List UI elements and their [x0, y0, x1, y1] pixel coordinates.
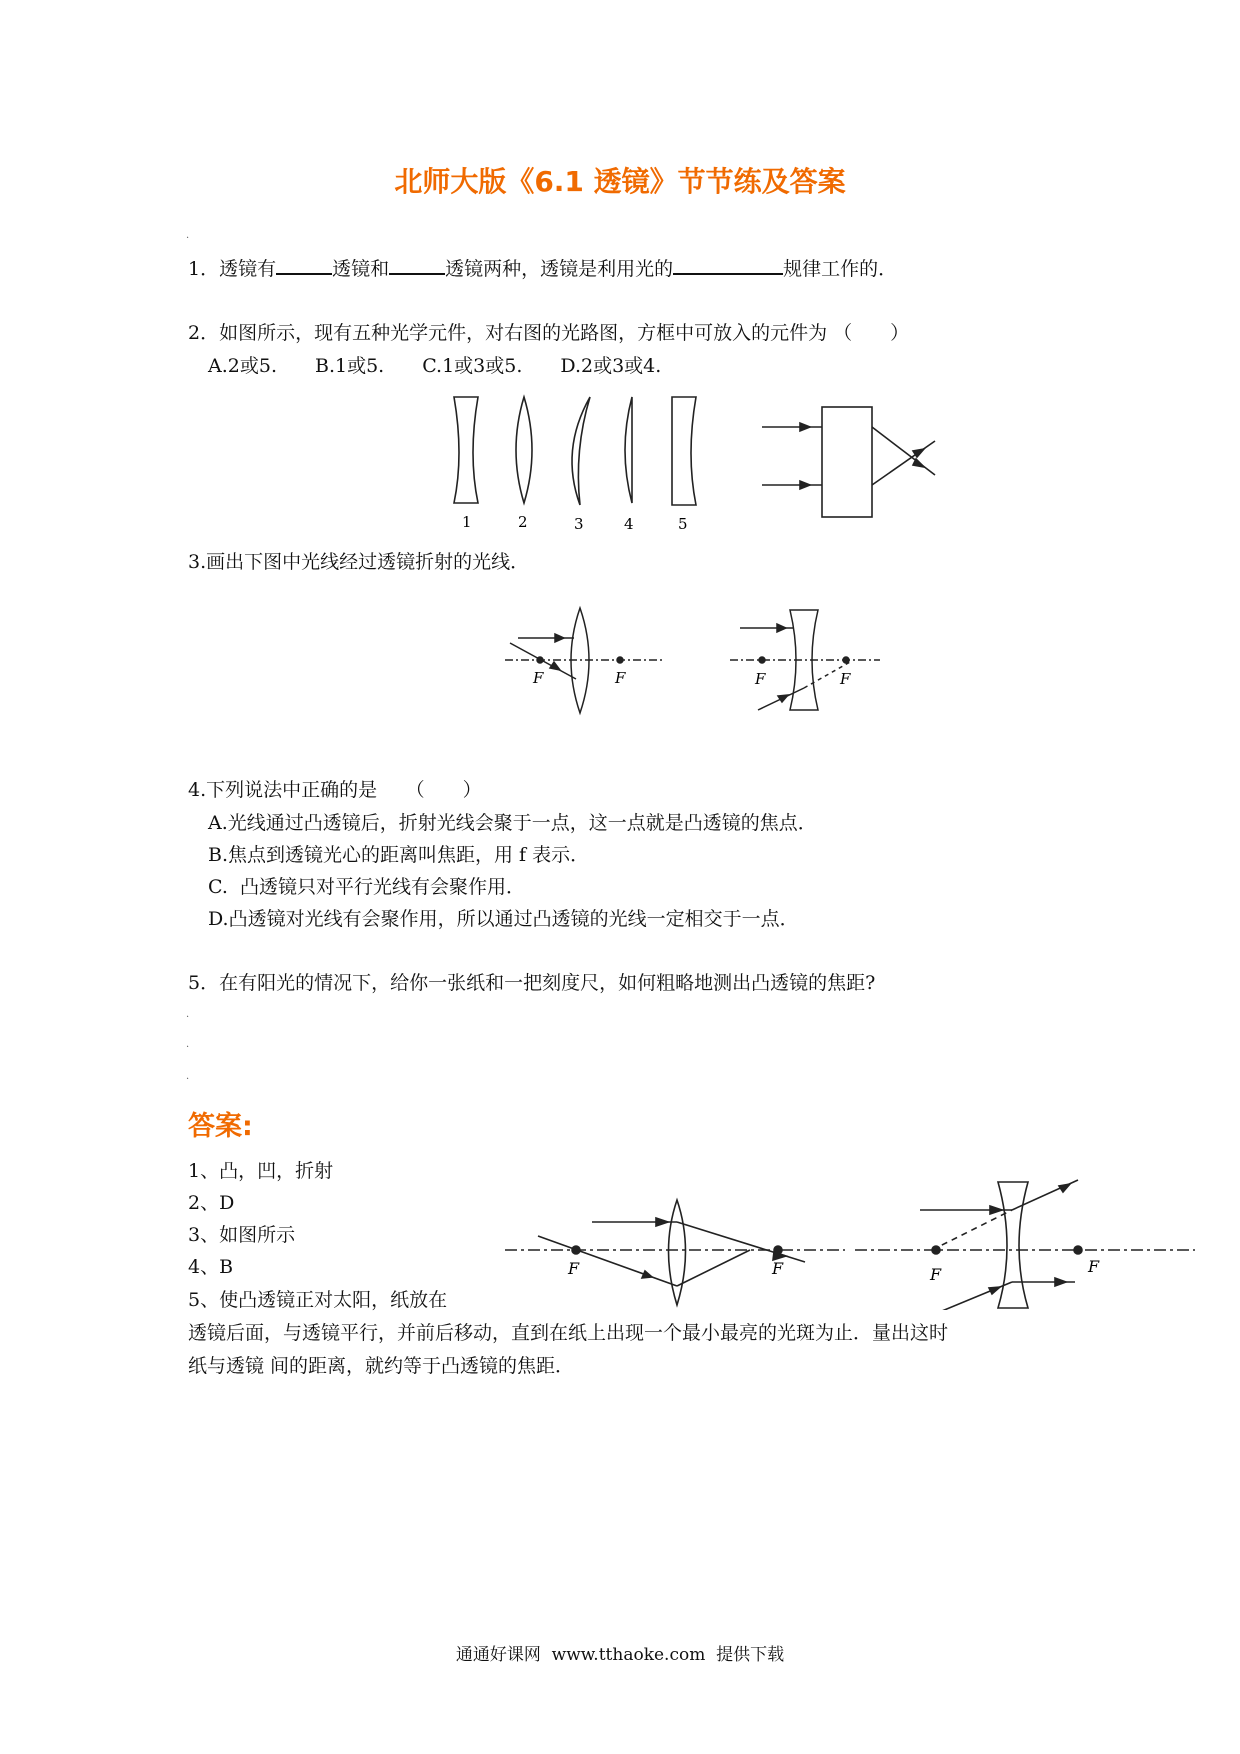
paragraph-mark: ·: [186, 233, 190, 244]
lens-label-4: 4: [624, 515, 634, 533]
page-title: 北师大版《6.1 透镜》节节练及答案: [394, 165, 846, 198]
focal-label-right-1: F: [615, 669, 626, 687]
question-2-options: A.2或5. B.1或5. C.1或3或5. D.2或3或4.: [208, 355, 662, 377]
q1-blank-2: [389, 255, 445, 275]
answer-5-continued-2: 纸与透镜 间的距离，就约等于凸透镜的焦距．: [188, 1355, 575, 1377]
convex-lens-question: [505, 608, 665, 713]
light-path-box-diagram: [762, 407, 935, 517]
q1-text-c: 透镜两种，透镜是利用光的: [445, 258, 674, 280]
q1-blank-1: [276, 255, 332, 275]
paragraph-mark: ·: [186, 1074, 190, 1085]
question-4-option-c: C. 凸透镜只对平行光线有会聚作用．: [208, 876, 525, 898]
q1-text-a: 1．透镜有: [188, 258, 277, 280]
convex-lens-answer: [505, 1200, 845, 1305]
q1-blank-3: [673, 255, 783, 275]
question-4-stem: 4.下列说法中正确的是 （ ）: [188, 779, 482, 801]
answer-2: 2、D: [188, 1192, 235, 1214]
paragraph-mark: ·: [186, 1042, 190, 1053]
footer-credit: 通通好课网 www.tthaoke.com 提供下载: [455, 1645, 785, 1665]
question-4-option-b: B.焦点到透镜光心的距离叫焦距，用 f 表示．: [208, 844, 590, 866]
focal-label-right-2: F: [840, 670, 851, 688]
lens-5-plano-concave: [672, 397, 696, 505]
concave-lens-answer: [855, 1180, 1195, 1310]
question-4-option-a: A.光线通过凸透镜后，折射光线会聚于一点，这一点就是凸透镜的焦点．: [208, 812, 817, 834]
paragraph-mark: ·: [186, 1012, 190, 1023]
lens-label-2: 2: [518, 513, 528, 531]
answer-3: 3、如图所示: [188, 1224, 296, 1246]
question-3-stem: 3.画出下图中光线经过透镜折射的光线．: [188, 551, 530, 573]
answer-1: 1、凸，凹，折射: [188, 1160, 334, 1182]
question-1: [188, 254, 897, 281]
focal-label-left-2: F: [755, 670, 766, 688]
answer-5: 5、使凸透镜正对太阳，纸放在: [188, 1289, 448, 1311]
answer-focal-left-1: F: [568, 1259, 580, 1278]
question-4-option-d: D.凸透镜对光线有会聚作用，所以通过凸透镜的光线一定相交于一点．: [208, 908, 799, 930]
lens-label-5: 5: [678, 515, 688, 533]
answer-focal-left-2: F: [930, 1265, 942, 1284]
answer-5-continued-1: 透镜后面，与透镜平行，并前后移动，直到在纸上出现一个最小最亮的光斑为止．量出这时: [188, 1322, 949, 1344]
question-2-stem: 2．如图所示，现有五种光学元件，对右图的光路图，方框中可放入的元件为 （ ）: [188, 322, 910, 344]
answer-4: 4、B: [188, 1256, 234, 1278]
answers-heading: 答案:: [188, 1111, 253, 1142]
lens-label-3: 3: [574, 515, 584, 533]
concave-lens-question: [730, 610, 880, 710]
five-lenses-figure: [440, 385, 940, 535]
focal-label-left-1: F: [533, 669, 544, 687]
answer-focal-right-2: F: [1088, 1257, 1100, 1276]
lens-2-biconvex: [516, 397, 532, 503]
lens-label-1: 1: [462, 513, 472, 531]
answer-focal-right-1: F: [772, 1259, 784, 1278]
question-5-stem: 5．在有阳光的情况下，给你一张纸和一把刻度尺，如何粗略地测出凸透镜的焦距?: [188, 972, 876, 994]
lens-1-concave: [454, 397, 478, 503]
refraction-answer-figure: [500, 1160, 1200, 1310]
lens-4-plano-convex: [625, 397, 632, 503]
lens-3-meniscus: [572, 397, 590, 505]
q1-text-d: 规律工作的．: [783, 258, 898, 280]
refraction-question-figure: [500, 600, 900, 720]
q1-text-b: 透镜和: [332, 258, 390, 280]
